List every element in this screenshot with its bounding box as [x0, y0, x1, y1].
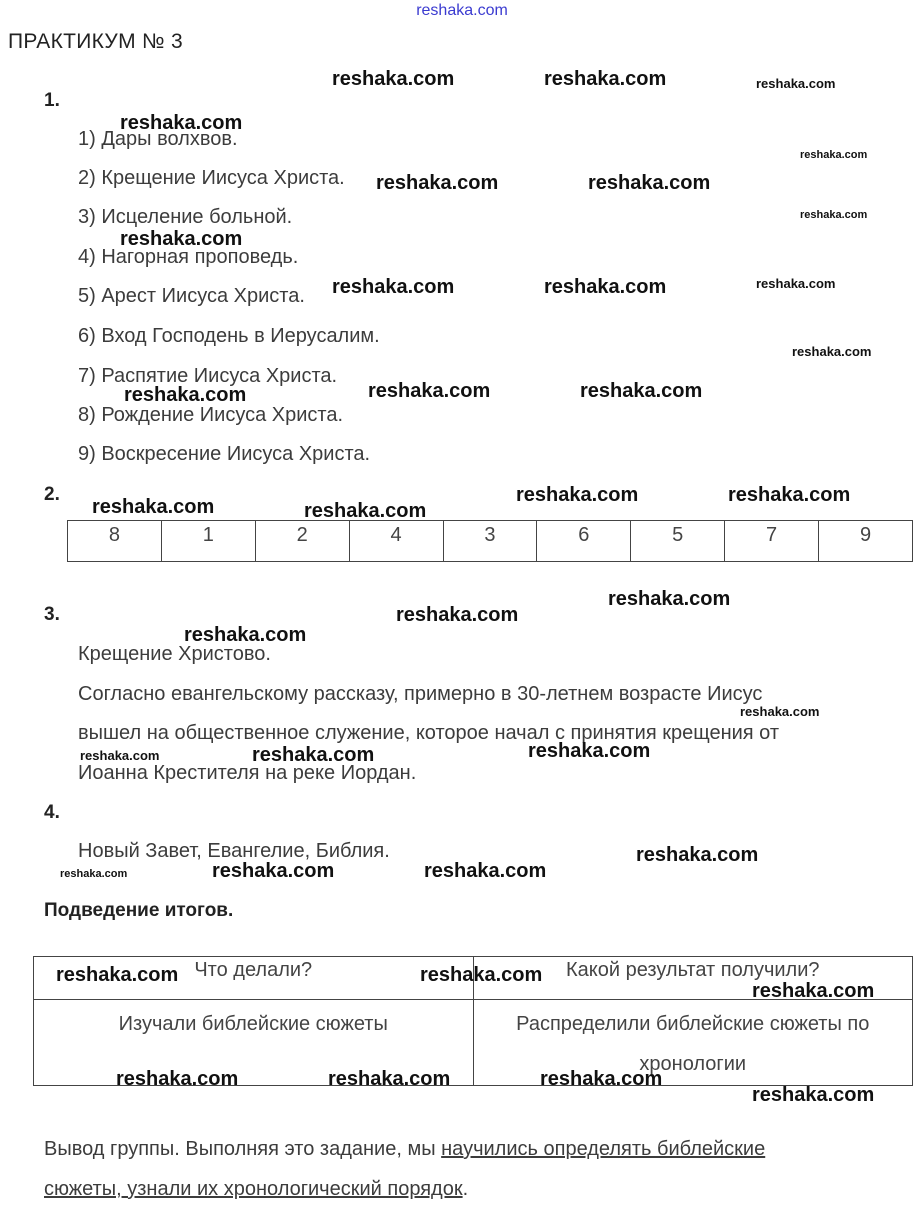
watermark: reshaka.com	[368, 380, 491, 402]
summary-col2-line: хронологии	[639, 1053, 747, 1075]
watermark: reshaka.com	[376, 172, 499, 194]
watermark: reshaka.com	[752, 980, 875, 1002]
summary-col1-value: Изучали библейские сюжеты	[34, 1000, 474, 1086]
conclusion-suffix: .	[462, 1178, 469, 1200]
watermark: reshaka.com	[252, 744, 375, 766]
list-item: 4) Нагорная проповедь.	[78, 246, 299, 268]
sequence-cell: 3	[443, 521, 537, 562]
watermark: reshaka.com	[756, 276, 836, 291]
list-item: 2) Крещение Иисуса Христа.	[78, 167, 345, 189]
sequence-cell: 9	[819, 521, 913, 562]
list-item: 7) Распятие Иисуса Христа.	[78, 365, 338, 387]
sequence-table	[67, 520, 913, 562]
watermark: reshaka.com	[588, 172, 711, 194]
watermark: reshaka.com	[80, 748, 160, 763]
watermark: reshaka.com	[528, 740, 651, 762]
watermark: reshaka.com	[636, 844, 759, 866]
task-3-line: Иоанна Крестителя на реке Иордан.	[78, 762, 417, 784]
watermark: reshaka.com	[800, 209, 868, 221]
watermark: reshaka.com	[332, 276, 455, 298]
watermark: reshaka.com	[120, 112, 243, 134]
watermark: reshaka.com	[60, 868, 128, 880]
task-4-answer: Новый Завет, Евангелие, Библия.	[78, 840, 390, 862]
summary-col1-header: Что делали?	[34, 957, 474, 1000]
summary-heading: Подведение итогов.	[44, 900, 234, 921]
summary-col2-header: Какой результат получили?	[473, 957, 913, 1000]
task-3-line: вышел на общественное служение, которое начал с принятия крещения от	[78, 722, 780, 744]
task-3-number: 3.	[44, 604, 60, 625]
watermark: reshaka.com	[756, 76, 836, 91]
watermark: reshaka.com	[740, 704, 820, 719]
conclusion-underlined: научились определять библейские	[441, 1138, 766, 1160]
sequence-cell: 4	[349, 521, 443, 562]
watermark: reshaka.com	[184, 624, 307, 646]
watermark: reshaka.com	[728, 484, 851, 506]
list-item: 9) Воскресение Иисуса Христа.	[78, 443, 371, 465]
list-item: 1) Дары волхвов.	[78, 128, 238, 150]
watermark: reshaka.com	[580, 380, 703, 402]
watermark: reshaka.com	[544, 276, 667, 298]
conclusion-underlined: сюжеты, узнали их хронологический порядок	[44, 1178, 463, 1200]
watermark: reshaka.com	[752, 1084, 875, 1106]
list-item: 3) Исцеление больной.	[78, 206, 293, 228]
watermark: reshaka.com	[608, 588, 731, 610]
list-item: 6) Вход Господень в Иерусалим.	[78, 325, 380, 347]
watermark: reshaka.com	[56, 964, 179, 986]
sequence-cell: 5	[631, 521, 725, 562]
conclusion-line-1	[44, 1138, 765, 1161]
watermark: reshaka.com	[92, 496, 215, 518]
watermark: reshaka.com	[420, 964, 543, 986]
sequence-cell: 1	[161, 521, 255, 562]
watermark: reshaka.com	[396, 604, 519, 626]
sequence-cell: 8	[68, 521, 162, 562]
site-watermark-link[interactable]: reshaka.com	[416, 2, 508, 19]
conclusion-prefix: Вывод группы. Выполняя это задание, мы	[44, 1138, 442, 1160]
task-3-heading: Крещение Христово.	[78, 643, 271, 665]
summary-col2-line: Распределили библейские сюжеты по	[516, 1013, 870, 1035]
watermark: reshaka.com	[328, 1068, 451, 1090]
task-1-number: 1.	[44, 90, 60, 111]
watermark: reshaka.com	[540, 1068, 663, 1090]
watermark: reshaka.com	[544, 68, 667, 90]
watermark: reshaka.com	[516, 484, 639, 506]
watermark: reshaka.com	[304, 500, 427, 522]
watermark: reshaka.com	[116, 1068, 239, 1090]
task-2-number: 2.	[44, 484, 60, 505]
sequence-cell: 6	[537, 521, 631, 562]
watermark: reshaka.com	[792, 344, 872, 359]
sequence-cell: 2	[255, 521, 349, 562]
watermark: reshaka.com	[212, 860, 335, 882]
sequence-cell: 7	[725, 521, 819, 562]
summary-col2-value	[473, 1000, 913, 1086]
list-item: 5) Арест Иисуса Христа.	[78, 285, 305, 307]
watermark: reshaka.com	[120, 228, 243, 250]
task-4-number: 4.	[44, 802, 60, 823]
watermark: reshaka.com	[332, 68, 455, 90]
watermark: reshaka.com	[124, 384, 247, 406]
watermark: reshaka.com	[800, 149, 868, 161]
watermark: reshaka.com	[424, 860, 547, 882]
page-title: ПРАКТИКУМ № 3	[8, 30, 183, 53]
conclusion-line-2	[44, 1178, 468, 1201]
task-3-line: Согласно евангельскому рассказу, примерно в 30-летнем возрасте Иисус	[78, 683, 763, 705]
list-item: 8) Рождение Иисуса Христа.	[78, 404, 344, 426]
